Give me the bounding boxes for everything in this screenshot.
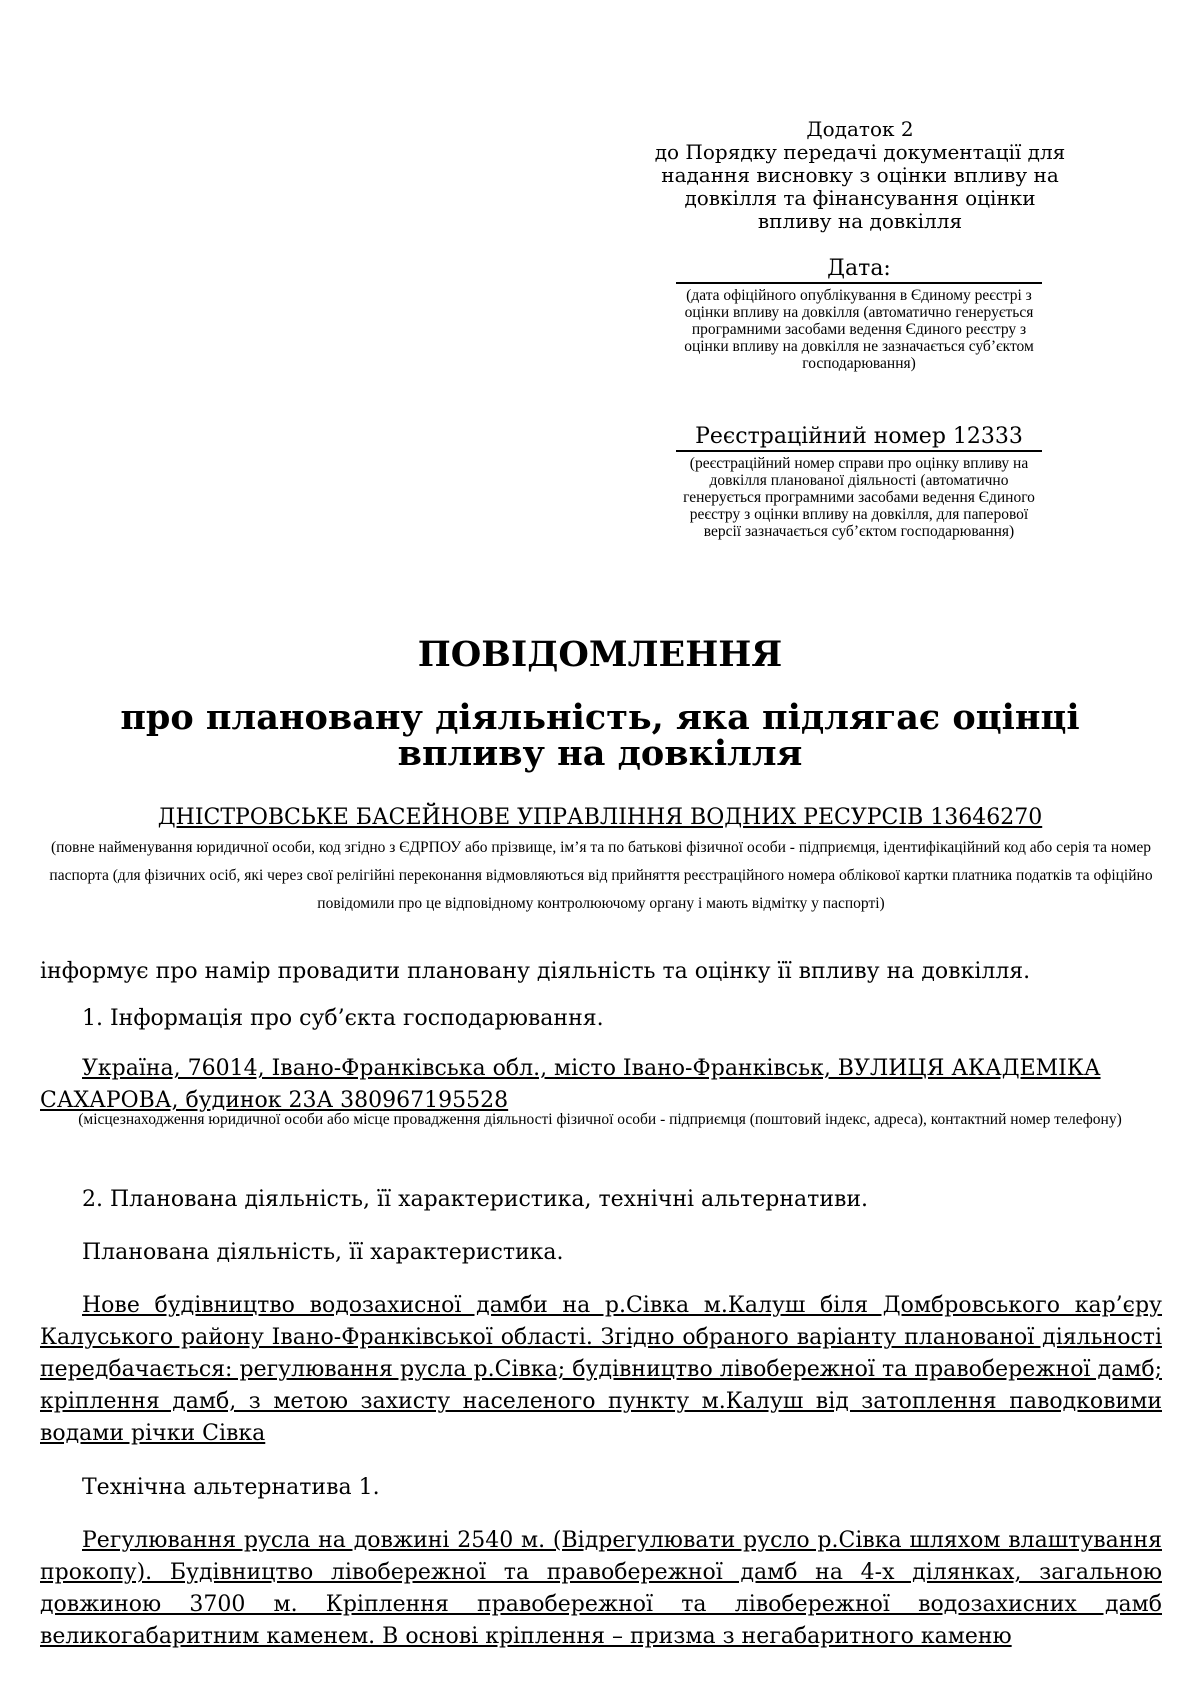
appendix-line: впливу на довкілля: [757, 209, 963, 233]
alternative1-description: [40, 1525, 1162, 1653]
document-subtitle: про плановану діяльність, яка підлягає оцінці впливу на довкілля: [120, 697, 1080, 774]
document-title: ПОВІДОМЛЕННЯ: [417, 634, 783, 675]
appendix-line: довкілля та фінансування оцінки: [684, 186, 1036, 210]
informs-text: інформує про намір провадити плановану діяльність та оцінку її впливу на довкілля.: [40, 959, 1031, 984]
section2-heading: 2. Планована діяльність, її характеристика, технічні альтернативи.: [82, 1187, 869, 1212]
activity-description-text: Нове будівництво водозахисної дамби на р.Сівка м.Калуш біля Домбровського кар’єру Калуського району Івано-Франківської області. Згідно обраного варіанту планованої діяльності передбачається: регулювання русла р.Сівка; будівництво лівобережної та правобережної дамб; кріплення дамб, з метою захисту населеного пункту м.Калуш від затоплення паводковими водами річки Сівка: [40, 1293, 1162, 1446]
registration-number: Реєстраційний номер 12333: [676, 424, 1042, 452]
organization-name-text: ДНІСТРОВСЬКЕ БАСЕЙНОВЕ УПРАВЛІННЯ ВОДНИХ РЕСУРСІВ 13646270: [157, 805, 1043, 830]
date-label: Дата:: [676, 256, 1042, 284]
appendix-title: Додаток 2: [806, 117, 914, 141]
organization-note: (повне найменування юридичної особи, код згідно з ЄДРПОУ або прізвище, ім’я та по батькові фізичної особи - підприємця, ідентифікаційний код або серія та номер паспорта (для фізичних осіб, які через свої релігійні переконання відмовляються від прийняття реєстраційного номера облікової картки платника податків та офіційно повідомили про це відповідному контролюючому органу і мають відмітку у паспорті): [49, 839, 1153, 912]
appendix-header: [600, 118, 1120, 233]
alternative1-description-text: Регулювання русла на довжині 2540 м. (Відрегулювати русло р.Сівка шляхом влаштування прокопу). Будівництво лівобережної та правобережної дамб на 4-х ділянках, загальною довжиною 3700 м. Кріплення правобережної та лівобережної водозахисних дамб великогабаритним каменем. В основі кріплення – призма з негабаритного каменю: [40, 1528, 1162, 1649]
activity-description: [40, 1290, 1162, 1450]
alternative1-heading: Технічна альтернатива 1.: [82, 1475, 380, 1500]
registration-field: [676, 424, 1042, 540]
date-note: (дата офіційного опублікування в Єдиному реєстрі з оцінки впливу на довкілля (автоматично генерується програмними засобами ведення Єдиного реєстру з оцінки впливу на довкілля не зазначається суб’єктом господарювання): [684, 287, 1034, 372]
appendix-line: надання висновку з оцінки впливу на: [661, 163, 1059, 187]
organization-name: [40, 804, 1160, 832]
registration-note: (реєстраційний номер справи про оцінку впливу на довкілля планованої діяльності (автоматично генерується програмними засобами ведення Єдиного реєстру з оцінки впливу на довкілля, для паперової версії зазначається суб’єктом господарювання): [683, 455, 1035, 540]
section1-heading: 1. Інформація про суб’єкта господарювання.: [82, 1006, 604, 1031]
date-field: [676, 256, 1042, 372]
appendix-line: до Порядку передачі документації для: [654, 140, 1066, 164]
activity-heading: Планована діяльність, її характеристика.: [82, 1240, 564, 1265]
address-text: Україна, 76014, Івано-Франківська обл., місто Івано-Франківськ, ВУЛИЦЯ АКАДЕМІКА САХАРОВА, будинок 23А 380967195528: [40, 1056, 1101, 1113]
address-note: (місцезнаходження юридичної особи або місце провадження діяльності фізичної особи - підприємця (поштовий індекс, адреса), контактний номер телефону): [78, 1111, 1122, 1128]
